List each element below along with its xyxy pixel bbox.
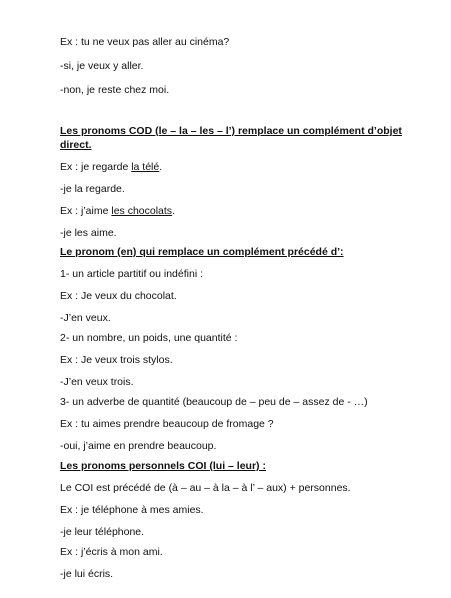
en-item-1: 1- un article partitif ou indéfini :	[60, 268, 203, 280]
en-heading: Le pronom (en) qui remplace un complément précédé d’:	[60, 246, 344, 258]
example-cinema: Ex : tu ne veux pas aller au cinéma?	[60, 36, 230, 48]
en-example-1: Ex : Je veux du chocolat.	[60, 290, 177, 302]
cod-heading-line2: direct.	[60, 139, 92, 151]
coi-rule: Le COI est précédé de (à – au – à la – à l’ – aux) + personnes.	[60, 482, 351, 494]
cod-example-1-prefix: Ex : je regarde	[60, 161, 132, 173]
en-item-2: 2- un nombre, un poids, une quantité :	[60, 332, 238, 344]
en-example-3: Ex : tu aimes prendre beaucoup de fromage ?	[60, 418, 274, 430]
coi-answer-2: -je lui écris.	[60, 568, 114, 580]
coi-heading: Les pronoms personnels COI (lui – leur) :	[60, 460, 266, 472]
cod-answer-2: -je les aime.	[60, 227, 117, 239]
answer-non: -non, je reste chez moi.	[60, 84, 170, 96]
cod-example-2-underlined: les chocolats	[111, 205, 173, 217]
cod-example-1	[60, 161, 162, 174]
en-item-3: 3- un adverbe de quantité (beaucoup de – peu de – assez de - …)	[60, 396, 368, 408]
answer-si: -si, je veux y aller.	[60, 60, 144, 72]
cod-example-2-suffix: .	[172, 205, 175, 217]
cod-heading-line1: Les pronoms COD (le – la – les – l’) remplace un complément d’objet	[60, 125, 402, 137]
en-answer-3: -oui, j’aime en prendre beaucoup.	[60, 440, 217, 452]
cod-answer-1: -je la regarde.	[60, 183, 125, 195]
en-answer-2: -J’en veux trois.	[60, 376, 134, 388]
coi-example-2: Ex : j’écris à mon ami.	[60, 546, 163, 558]
en-answer-1: -J’en veux.	[60, 312, 111, 324]
coi-example-1: Ex : je téléphone à mes amies.	[60, 504, 204, 516]
en-example-2: Ex : Je veux trois stylos.	[60, 354, 173, 366]
coi-answer-1: -je leur téléphone.	[60, 526, 145, 538]
cod-example-1-underlined: la télé	[131, 161, 160, 173]
cod-example-1-suffix: .	[159, 161, 163, 173]
cod-example-2	[60, 205, 175, 218]
cod-example-2-prefix: Ex : j’aime	[60, 205, 112, 217]
